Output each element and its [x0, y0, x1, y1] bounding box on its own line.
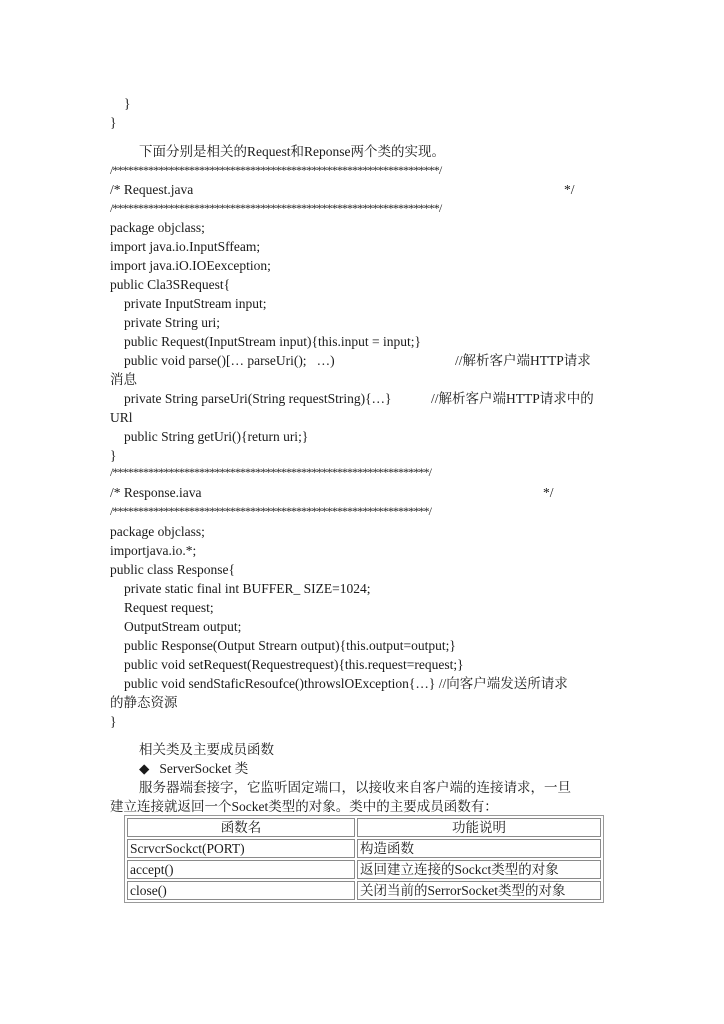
code-line: public void sendStaficResoufce()throwslOException{…} //向客户端发送所请求: [124, 676, 568, 691]
table-header-row: [127, 818, 601, 837]
code-closing-brace-outer: }: [110, 115, 117, 130]
code-line: public void parse()[… parseUri(); …): [124, 353, 335, 368]
bullet-text: ServerSocket 类: [159, 761, 249, 776]
code-line: public Request(InputStream input){this.input = input;}: [124, 334, 421, 349]
section-heading: 相关类及主要成员函数: [139, 742, 274, 757]
member-function-table: [124, 815, 604, 903]
table-row: [127, 839, 601, 858]
description-line: 建立连接就返回一个Socket类型的对象。类中的主要成员函数有：: [110, 799, 498, 814]
code-line: }: [110, 448, 117, 463]
code-line: private String parseUri(String requestString){…}: [124, 391, 392, 406]
code-line: public class Response{: [110, 562, 235, 577]
file-header-request: /* Request.java: [110, 182, 194, 197]
code-line: import java.iO.IOEexception;: [110, 258, 271, 273]
file-header-close: */: [543, 485, 554, 500]
table-row: [127, 881, 601, 900]
table-cell: ScrvcrSockct(PORT): [127, 839, 355, 858]
code-comment: //解析客户端HTTP请求: [455, 353, 591, 368]
comment-star-line: /****************************************************************/: [110, 202, 442, 214]
code-line: private String uri;: [124, 315, 220, 330]
code-line: importjava.io.*;: [110, 543, 197, 558]
code-comment: //解析客户端HTTP请求中的: [431, 391, 594, 406]
code-line: Request request;: [124, 600, 214, 615]
code-line: package objclass;: [110, 220, 205, 235]
table-cell: accept(): [127, 860, 355, 879]
code-line: OutputStream output;: [124, 619, 242, 634]
table-header-cell: 函数名: [127, 818, 355, 837]
code-line: public void setRequest(Requestrequest){this.request=request;}: [124, 657, 464, 672]
code-line: public Cla3SRequest{: [110, 277, 231, 292]
diamond-bullet-icon: ◆: [139, 761, 150, 776]
comment-star-line: /**************************************************************/: [110, 505, 432, 517]
comment-star-line: /****************************************************************/: [110, 164, 442, 176]
code-line: import java.io.InputSffeam;: [110, 239, 261, 254]
code-line: public Response(Output Strearn output){this.output=output;}: [124, 638, 456, 653]
table-header-cell: 功能说明: [357, 818, 601, 837]
code-comment-wrap: URl: [110, 410, 133, 425]
code-line: private InputStream input;: [124, 296, 267, 311]
intro-paragraph: 下面分别是相关的Request和Reponse两个类的实现。: [139, 144, 445, 159]
code-line: package objclass;: [110, 524, 205, 539]
table-cell: 构造函数: [357, 839, 601, 858]
file-header-close: */: [564, 182, 575, 197]
code-comment-wrap: 的静态资源: [110, 695, 178, 710]
file-header-response: /* Response.iava: [110, 485, 202, 500]
comment-star-line: /**************************************************************/: [110, 466, 432, 478]
description-line: 服务器端套接字，它监听固定端口，以接收来自客户端的连接请求，一旦: [139, 780, 571, 795]
code-line: public String getUri(){return uri;}: [124, 429, 309, 444]
table-row: [127, 860, 601, 879]
code-line: private static final int BUFFER_ SIZE=1024;: [124, 581, 371, 596]
code-closing-brace-inner: }: [124, 96, 131, 111]
table-cell: close(): [127, 881, 355, 900]
table-cell: 关闭当前的SerrorSocket类型的对象: [357, 881, 601, 900]
code-line: }: [110, 714, 117, 729]
code-comment-wrap: 消息: [110, 372, 137, 387]
table-cell: 返回建立连接的Sockct类型的对象: [357, 860, 601, 879]
bullet-item: [139, 761, 248, 777]
